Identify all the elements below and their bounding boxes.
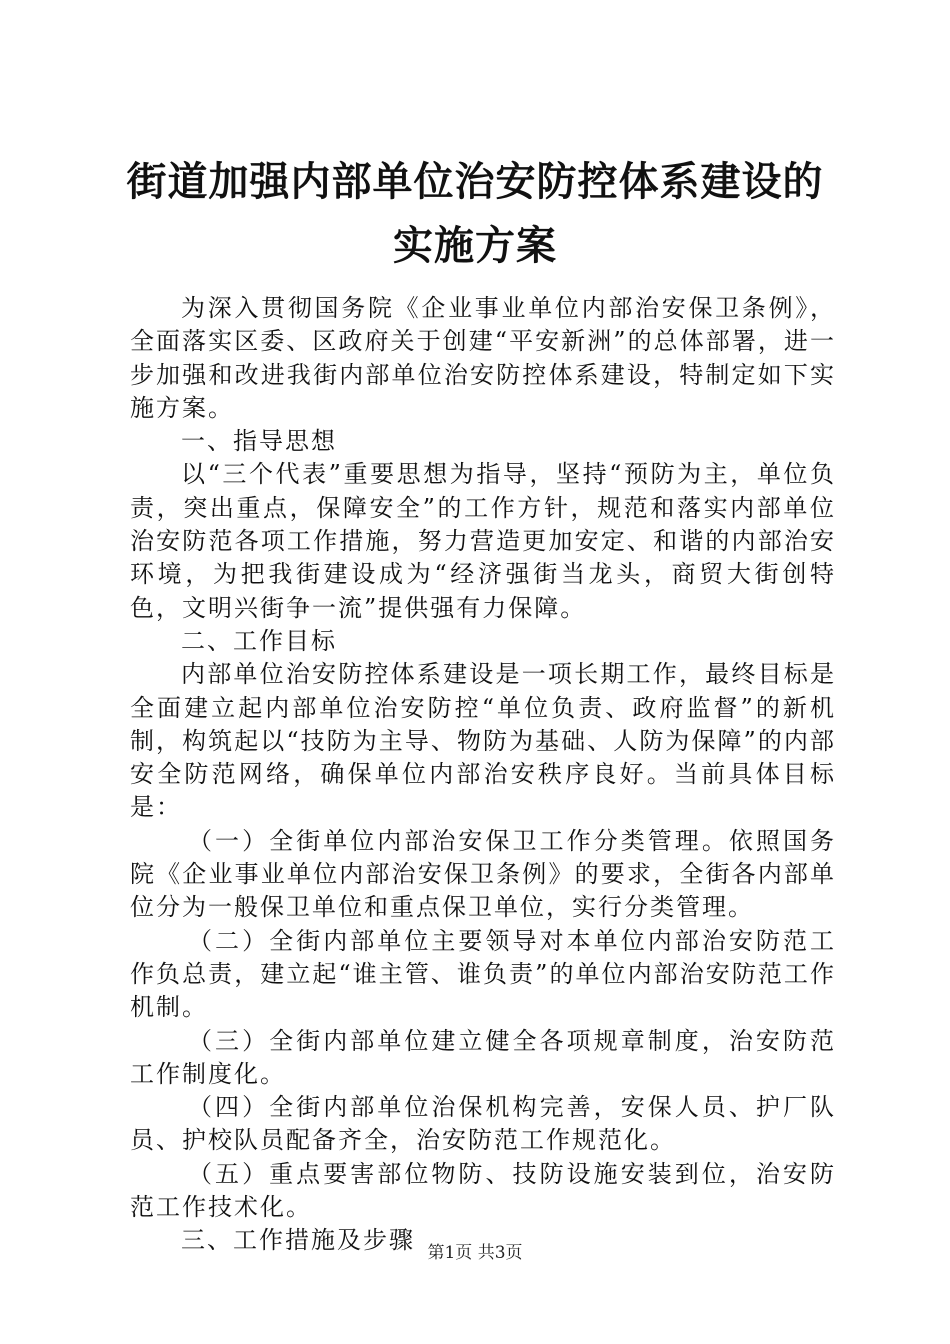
page-number-footer: 第1页 共3页 [427, 1243, 523, 1263]
document-title: 街道加强内部单位治安防控体系建设的实施方案 [126, 159, 824, 269]
section-heading-work-goals: 二、工作目标 [181, 626, 337, 655]
intro-paragraph: 为深入贯彻国务院《企业事业单位内部治安保卫条例》，全面落实区委、区政府关于创建“平安新洲”的总体部署，进一步加强和改进我街内部单位治安防控体系建设，特制定如下实施方案。 [130, 294, 836, 422]
guiding-ideology-paragraph: 以“三个代表”重要思想为指导，坚持“预防为主，单位负责，突出重点，保障安全”的工作方针，规范和落实内部单位治安防范各项工作措施，努力营造更加安定、和谐的内部治安环境，为把我街建设成为“经济强街当龙头，商贸大街创特色，文明兴街争一流”提供强有力保障。 [130, 460, 836, 622]
section-heading-guiding-ideology: 一、指导思想 [181, 427, 337, 456]
goal-item-3: （三）全街内部单位建立健全各项规章制度，治安防范工作制度化。 [130, 1026, 836, 1088]
goal-item-1: （一）全街单位内部治安保卫工作分类管理。依照国务院《企业事业单位内部治安保卫条例》的要求，全街各内部单位分为一般保卫单位和重点保卫单位，实行分类管理。 [130, 826, 836, 922]
work-goals-paragraph: 内部单位治安防控体系建设是一项长期工作，最终目标是全面建立起内部单位治安防控“单位负责、政府监督”的新机制，构筑起以“技防为主导、物防为基础、人防为保障”的内部安全防范网络，确保单位内部治安秩序良好。当前具体目标是： [130, 660, 836, 822]
document-body [130, 292, 836, 1258]
section-heading-measures: 三、工作措施及步骤 [181, 1226, 415, 1255]
goal-item-4: （四）全街内部单位治保机构完善，安保人员、护厂队员、护校队员配备齐全，治安防范工作规范化。 [130, 1093, 836, 1155]
goal-item-2: （二）全街内部单位主要领导对本单位内部治安防范工作负总责，建立起“谁主管、谁负责”的单位内部治安防范工作机制。 [130, 926, 836, 1022]
goal-item-5: （五）重点要害部位物防、技防设施安装到位，治安防范工作技术化。 [130, 1159, 836, 1222]
